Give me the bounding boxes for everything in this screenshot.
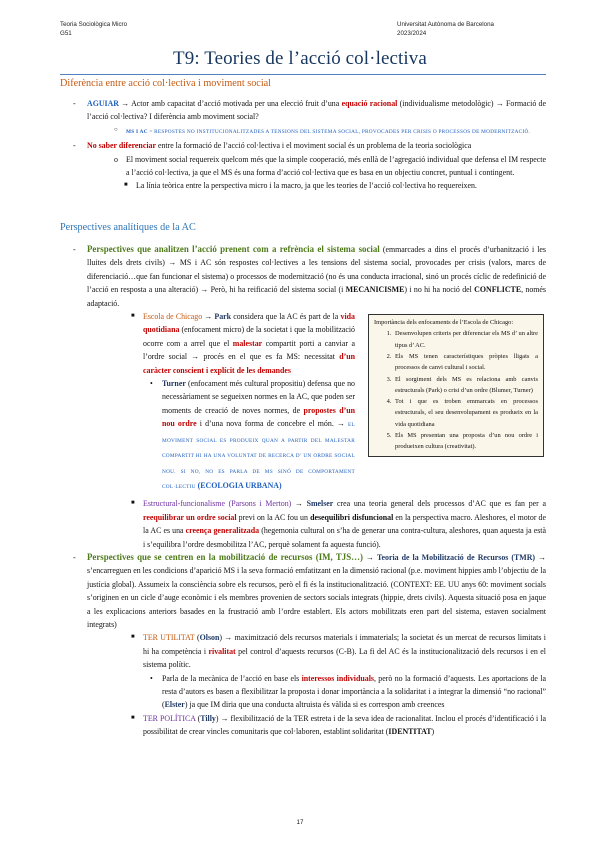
term-creenca-generalitzada: creença generalitzada	[185, 526, 260, 536]
bullet-mobilitzacio-recursos: - Perspectives que se centren en la mobilització de recursos (IM, TJS…) → Teoria de la Mobilització de Recursos (TMR) → s’encarreguen en les condicions d’aparició MS i la seva formació emfatitzant en la dimensió racional (p.e. moviment hippies amb l’objectiu de la justícia global). Assumeix la consciència sobre els recursos, però el fi és la institucionalització. (CONTEXT: EE. UU anys 60: moviment socials s’originen en un cicle d’auge econòmic i els membres provenien de sectors socials integrats (hippie, drets civils). Aquesta situació posa en jaque a les explicacions anteriors basades en la frustració amb l’ordre establert. Els actors mobilitzats eren part del sistema, estaven socialment integrats)	[73, 551, 546, 629]
term-vida-quotidiana: vida quotidiana	[143, 312, 355, 335]
square-bullet: ■	[131, 714, 135, 721]
term-malestar: malestar	[232, 338, 263, 348]
square-bullet: ■	[124, 182, 128, 189]
bullet-turner: • Turner (enfocament més cultural propositiu) defensa que no necessàriament se segueixen normes en la AC, que poden ser moments de creació de noves normes, de propostes d’un nou ordre i d’una nova forma de concebre el món. → EL MOVIMENT SOCIAL ES PRODUEIX QUAN A PARTIR DEL MALESTAR COMPARTIT HI HA UNA VOLUNTAT DE RECERCA D’ UN ORDRE SOCIAL NOU. SI NO, NO ES PARLA DE MS SINÓ DE COMPORTAMENT COL·LECTIU (ECOLOGIA URBANA)	[150, 379, 355, 490]
dash-bullet: -	[73, 99, 76, 108]
bullet-parla: • Parla de la mecànica de l’acció en base els interessos individuals, però no la formació d’aquests. Les aportacions de la resta d’autors es basen a flexibilitzar la proposta i donar importància a la solidaritat i a integrar la dimensió “no racional” (Elster) ja que IM diria que una conducta altruista és vàlida si es correspon amb creences	[150, 673, 546, 710]
bullet-sistema-social: - Perspectives que analitzen l’acció prenent com a refrència el sistema social (emmarcades a dins el procés d’urbanització i les lluites dels drets civils) → MS i AC són respostes col·lectives a les tensions del sistema social, provocades per crisis (valors, marcs de diferenciació…que fan funcionar el sistema) o processos de modernització (no és una conducta irracional, sinó un procés cíclic de redefinició de l’acció en resposta a una alteració) → Però, hi ha reificació del sistema social (i MECANICISME) i no hi ha noció del CONFLICTE, només adaptació.	[73, 244, 546, 308]
square-bullet: ■	[131, 313, 135, 320]
author-elster: Elster	[164, 700, 185, 710]
bullet-funcionalisme: ■ Estructural-funcionalisme (Parsons i Merton) → Smelser crea una teoria general dels processos d’AC que es fan per a reequilibrar un ordre social previ on la AC fou un desequilibri disfuncional en la perspectiva macro. Aleshores, el motor de la AC es una creença generalitzada (hegemonia cultural on s’ha de generar una contra-cultura, aleshores, quan aquesta ja està i s’equilibra l’ordre desmobilitza l’AC, perquè solament fa aquesta funció).	[131, 499, 546, 549]
term-ecologia-urbana: (ECOLOGIA URBANA)	[195, 480, 282, 490]
bullet-no-saber: - No saber diferenciar entre la formació de l’acció col·lectiva i el moviment social és un problema de la teoria sociològica	[60, 139, 546, 152]
term-propostes-nou-ordre: propostes d’un nou ordre	[162, 405, 355, 429]
box-item: 4. Tot i que es troben emmarcats en processos estructurals, el seu desenvolupament es produeix en la vida quotidiana	[393, 396, 538, 430]
perspective-sistema-social: Perspectives que analitzen l’acció prenent com a refrència el sistema social	[87, 244, 380, 254]
subbullet-ms-ac	[60, 124, 546, 139]
section-heading-perspectives: Perspectives analítiques de la AC	[60, 222, 196, 233]
section-heading-difference: Diferència entre acció col·lectiva i moviment social	[60, 78, 272, 89]
term-caracter-conscient: d’un caràcter conscient i explícit de les demandes	[143, 352, 355, 375]
box-intro: Importància dels enfocaments de l’Escola de Chicago:	[374, 319, 514, 327]
author-olson: Olson	[199, 633, 220, 643]
group-code: G51	[60, 29, 72, 37]
title-underline	[60, 74, 546, 75]
academic-year: 2023/2024	[397, 29, 427, 37]
theory-ter-politica: TER POLÍTICA	[143, 713, 196, 723]
university-name: Universitat Autònoma de Barcelona	[397, 21, 494, 28]
dash-bullet: -	[73, 245, 76, 254]
box-item: 2. Els MS tenen característiques pròpies lligats a processos de canvi cultural i social.	[393, 351, 538, 374]
subsubbullet-linia-teorica: ■ La línia teòrica entre la perspectiva micro i la macro, ja que les teories de l’acció col·lectiva ho requereixen.	[60, 179, 546, 192]
dot-bullet: •	[150, 379, 153, 389]
box-item: 5. Els MS presentan una proposta d’un nou ordre i produeixen cultura (creativitat).	[393, 430, 538, 453]
subbullet-moviment-social: o El moviment social requereix quelcom més que la simple cooperació, més enllà de l’agregació individual que defensa el IM respecte a l’acció col·lectiva, ja que el MS és una forma d’acció col·lectiva que es basa en un objectiu concret, puntual i contingent.	[114, 154, 546, 178]
square-bullet: ■	[131, 634, 135, 641]
circle-bullet: ○	[114, 126, 118, 133]
school-funcionalisme: Estructural-funcionalisme (Parsons i Merton)	[143, 499, 292, 509]
dash-bullet: -	[73, 552, 76, 562]
chicago-importance-box	[368, 314, 544, 457]
author-aguiar: AGUIAR	[87, 99, 120, 108]
term-identitat: IDENTITAT	[388, 727, 432, 737]
page-title: T9: Teories de l’acció col·lectiva	[173, 48, 427, 69]
course-name: Teoria Sociològica Micro	[60, 21, 128, 28]
o-bullet: o	[114, 154, 118, 164]
bullet-chicago: ■ Escola de Chicago → Park considera que la AC és part de la vida quotidiana (enfocament micro) de la societat i que la mobilització ocorre com a arrel que el malestar compartit porti a canviar a l’ordre social → procés en el que es fa MS: necessitat d’un caràcter conscient i explícit de les demandes	[131, 312, 355, 375]
author-smelser: Smelser	[306, 499, 334, 509]
term-no-saber-diferenciar: No saber diferenciar	[87, 141, 156, 151]
bullet-ter-politica: ■ TER POLÍTICA (Tilly) → flexibilització de la TER estreta i de la seva idea de racionalitat. Inclou el procés d’identificació i la possibilitat de crear vincles comunitaris que col·laboren, establint solidaritat (IDENTITAT)	[131, 713, 546, 737]
dot-bullet: •	[150, 673, 153, 683]
ms-ac-definition: MS I AC = RESPOSTES NO INSTITUCIONALITZADES A TENSIONS DEL SISTEMA SOCIAL, PROVOCADES PER CRISIS O PROCESSOS DE MODERNITZACIÓ.	[126, 128, 531, 135]
author-turner: Turner	[162, 379, 186, 389]
chicago-block	[60, 310, 546, 494]
author-tilly: Tilly	[200, 713, 216, 723]
box-item: 3. El sorgiment dels MS es relaciona amb canvis estructurals (Park) o crisi d’un ordre (Blumer, Turner)	[393, 374, 538, 397]
turner-definition: EL MOVIMENT SOCIAL ES PRODUEIX QUAN A PARTIR DEL MALESTAR COMPARTIT HI HA UNA VOLUNTAT DE RECERCA D’ UN ORDRE SOCIAL NOU. SI NO, NO ES PARLA DE MS SINÓ DE COMPORTAMENT COL·LECTIU	[162, 422, 355, 490]
school-chicago: Escola de Chicago	[143, 312, 203, 322]
bullet-aguiar: - AGUIAR → Actor amb capacitat d’acció motivada per una elecció fruit d’una equació racional (individualisme metodològic) → Formació de l’acció col·lectiva? I diferència amb moviment social?	[73, 99, 547, 122]
term-rivalitat: rivalitat	[208, 646, 236, 656]
term-equacio-racional: equació racional	[341, 99, 398, 108]
dash-bullet: -	[73, 141, 76, 151]
box-item: 1. Desenvolupen criteris per diferenciar els MS d’ un altre tipus d’ AC.	[393, 328, 538, 351]
section-perspectives-body	[60, 243, 546, 739]
page-number: 17	[296, 819, 304, 826]
theory-ter-utilitat: TER UTILITAT	[143, 633, 195, 643]
square-bullet: ■	[131, 500, 135, 507]
theory-tmr: Teoria de la Mobilització de Recursos (TMR)	[376, 552, 536, 562]
page-header-left	[60, 21, 127, 38]
author-park: Park	[214, 312, 232, 322]
perspective-mobilitzacio-recursos: Perspectives que se centren en la mobilització de recursos (IM, TJS…)	[87, 551, 363, 562]
section-difference-body	[60, 97, 546, 193]
box-list	[374, 328, 538, 452]
page-header-right	[397, 21, 494, 38]
bullet-ter-utilitat: ■ TER UTILITAT (Olson) → maximització dels recursos materials i immaterials; la societat és un mercat de recursos limitats i hi ha competència i rivalitat pel control d’aquests recursos (C-B). La fi del AC és la institucionalització dels recursos i en el sistema polític.	[131, 633, 546, 670]
term-interessos-individuals: interessos individuals	[301, 673, 374, 683]
term-reequilibrar: reequilibrar un ordre social	[143, 512, 237, 522]
